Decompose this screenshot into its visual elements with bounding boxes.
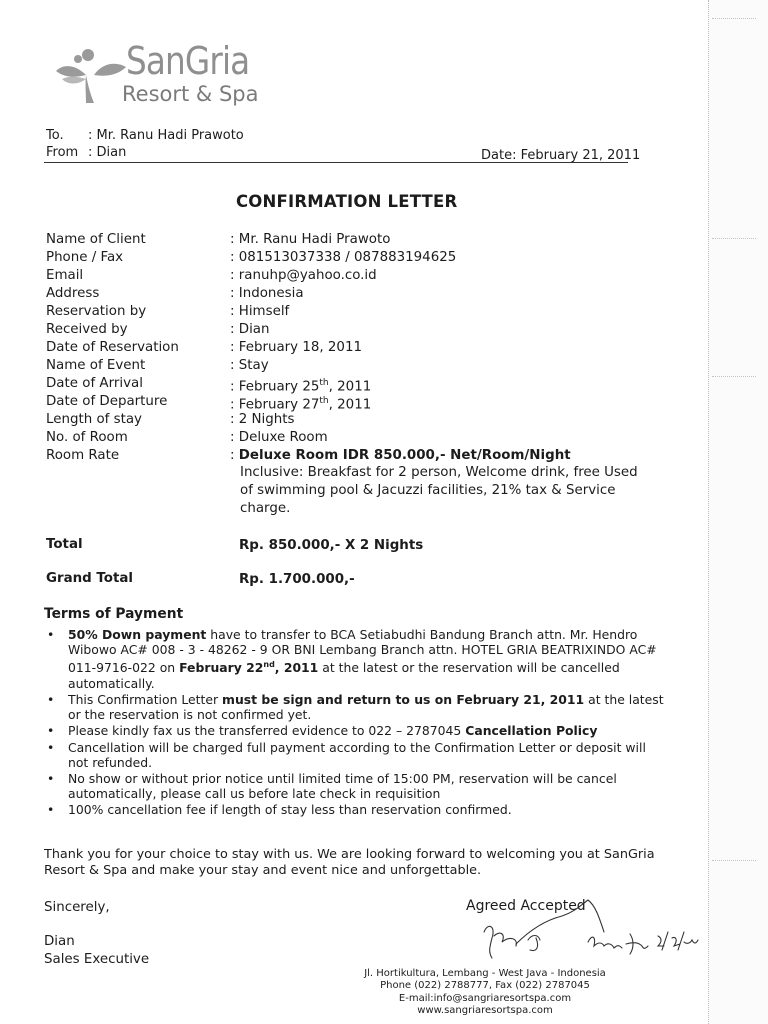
field-value: : ranuhp@yahoo.co.id <box>230 268 377 283</box>
bullet: • <box>47 770 55 786</box>
field-value: : 2 Nights <box>230 412 295 427</box>
field-label: Reservation by <box>46 304 147 319</box>
list-item: • 100% cancellation fee if length of stay less than reservation confirmed. <box>47 802 512 818</box>
field-value: : Himself <box>230 304 290 319</box>
margin-mark <box>712 18 756 19</box>
bullet: • <box>47 739 55 755</box>
bullet: • <box>47 723 55 739</box>
scan-margin-edge <box>708 0 710 1024</box>
field-value: : Dian <box>230 322 270 337</box>
handwritten-signature-icon <box>470 890 710 970</box>
bullet: • <box>47 691 55 707</box>
header-rule <box>44 162 628 163</box>
company-address: Jl. Hortikultura, Lembang - West Java - Indonesia Phone (022) 2788777, Fax (022) 2787045 E-mail:info@sangriaresortspa.com www.sangriaresortspa.com <box>364 968 606 1017</box>
logo-name: SanGria <box>126 39 250 83</box>
field-label: Address <box>46 286 100 301</box>
thank-you-paragraph: Thank you for your choice to stay with us. We are looking forward to welcoming you at SanGria Resort & Spa and make your stay and event nice and unforgettable. <box>44 847 655 878</box>
total-value: Rp. 850.000,- X 2 Nights <box>239 538 424 553</box>
from-label: From <box>46 145 79 160</box>
list-item: • Please kindly fax us the transferred evidence to 022 – 2787045 Cancellation Policy <box>47 723 598 739</box>
agreed-accepted: Agreed Accepted <box>466 898 586 914</box>
field-label: Received by <box>46 322 128 337</box>
sangria-logo-icon <box>50 45 130 105</box>
from-value: : Dian <box>88 145 127 160</box>
bullet: • <box>47 802 55 818</box>
list-item: • No show or without prior notice until limited time of 15:00 PM, reservation will be cancel automatically, please call us before late check in requisition <box>47 770 617 802</box>
margin-mark <box>712 238 756 239</box>
field-label: Length of stay <box>46 412 142 427</box>
list-item: • 50% Down payment have to transfer to BCA Setiabudhi Bandung Branch attn. Mr. Hendro Wibowo AC# 008 - 3 - 48262 - 9 OR BNI Lembang Branch attn. HOTEL GRIA BEATRIXINDO AC# 011-9716-022 on February 22nd, 2011 at the latest or the reservation will be cancelled automatically. <box>47 627 657 691</box>
to-line <box>46 128 244 144</box>
from-line <box>46 145 126 161</box>
list-item: • Cancellation will be charged full payment according to the Confirmation Letter or deposit will not refunded. <box>47 739 646 770</box>
rate-inclusions: Inclusive: Breakfast for 2 person, Welcome drink, free Used of swimming pool & Jacuzzi facilities, 21% tax & Service charge. <box>240 465 638 516</box>
letter-date: Date: February 21, 2011 <box>481 148 641 163</box>
field-label: Phone / Fax <box>46 250 124 265</box>
terms-heading: Terms of Payment <box>44 606 184 622</box>
grand-total-label: Grand Total <box>46 571 133 586</box>
bullet: • <box>47 627 55 642</box>
sender-name: Dian <box>44 934 75 949</box>
field-value: : February 25th, 2011 <box>230 378 372 395</box>
total-label: Total <box>46 537 83 552</box>
margin-mark <box>712 376 756 377</box>
field-value: : Mr. Ranu Hadi Prawoto <box>230 232 391 247</box>
field-label: Email <box>46 268 84 283</box>
field-value: : Stay <box>230 358 269 373</box>
room-rate-value: : Deluxe Room IDR 850.000,- Net/Room/Night <box>230 448 571 463</box>
terms-list <box>44 627 669 819</box>
field-label: Date of Departure <box>46 394 168 409</box>
field-label: Date of Reservation <box>46 340 179 355</box>
sincerely: Sincerely, <box>44 900 110 915</box>
to-value: : Mr. Ranu Hadi Prawoto <box>88 128 244 143</box>
field-value: : Deluxe Room <box>230 430 328 445</box>
to-label: To. <box>46 128 64 143</box>
field-label: Name of Client <box>46 232 146 247</box>
field-value: : February 27th, 2011 <box>230 396 372 413</box>
logo-subtitle: Resort & Spa <box>122 82 259 106</box>
field-value: : Indonesia <box>230 286 304 301</box>
sender-position: Sales Executive <box>44 952 150 967</box>
margin-mark <box>712 860 756 861</box>
page-title: CONFIRMATION LETTER <box>236 192 458 211</box>
field-value: : February 18, 2011 <box>230 340 362 355</box>
field-label: Date of Arrival <box>46 376 143 391</box>
grand-total-value: Rp. 1.700.000,- <box>239 572 355 587</box>
field-label: Name of Event <box>46 358 146 373</box>
field-value: : 081513037338 / 087883194625 <box>230 250 457 265</box>
field-label: Room Rate <box>46 448 120 463</box>
list-item: • This Confirmation Letter must be sign and return to us on February 21, 2011 at the latest or the reservation is not confirmed yet. <box>47 691 664 723</box>
field-label: No. of Room <box>46 430 128 445</box>
scan-margin <box>708 0 768 1024</box>
